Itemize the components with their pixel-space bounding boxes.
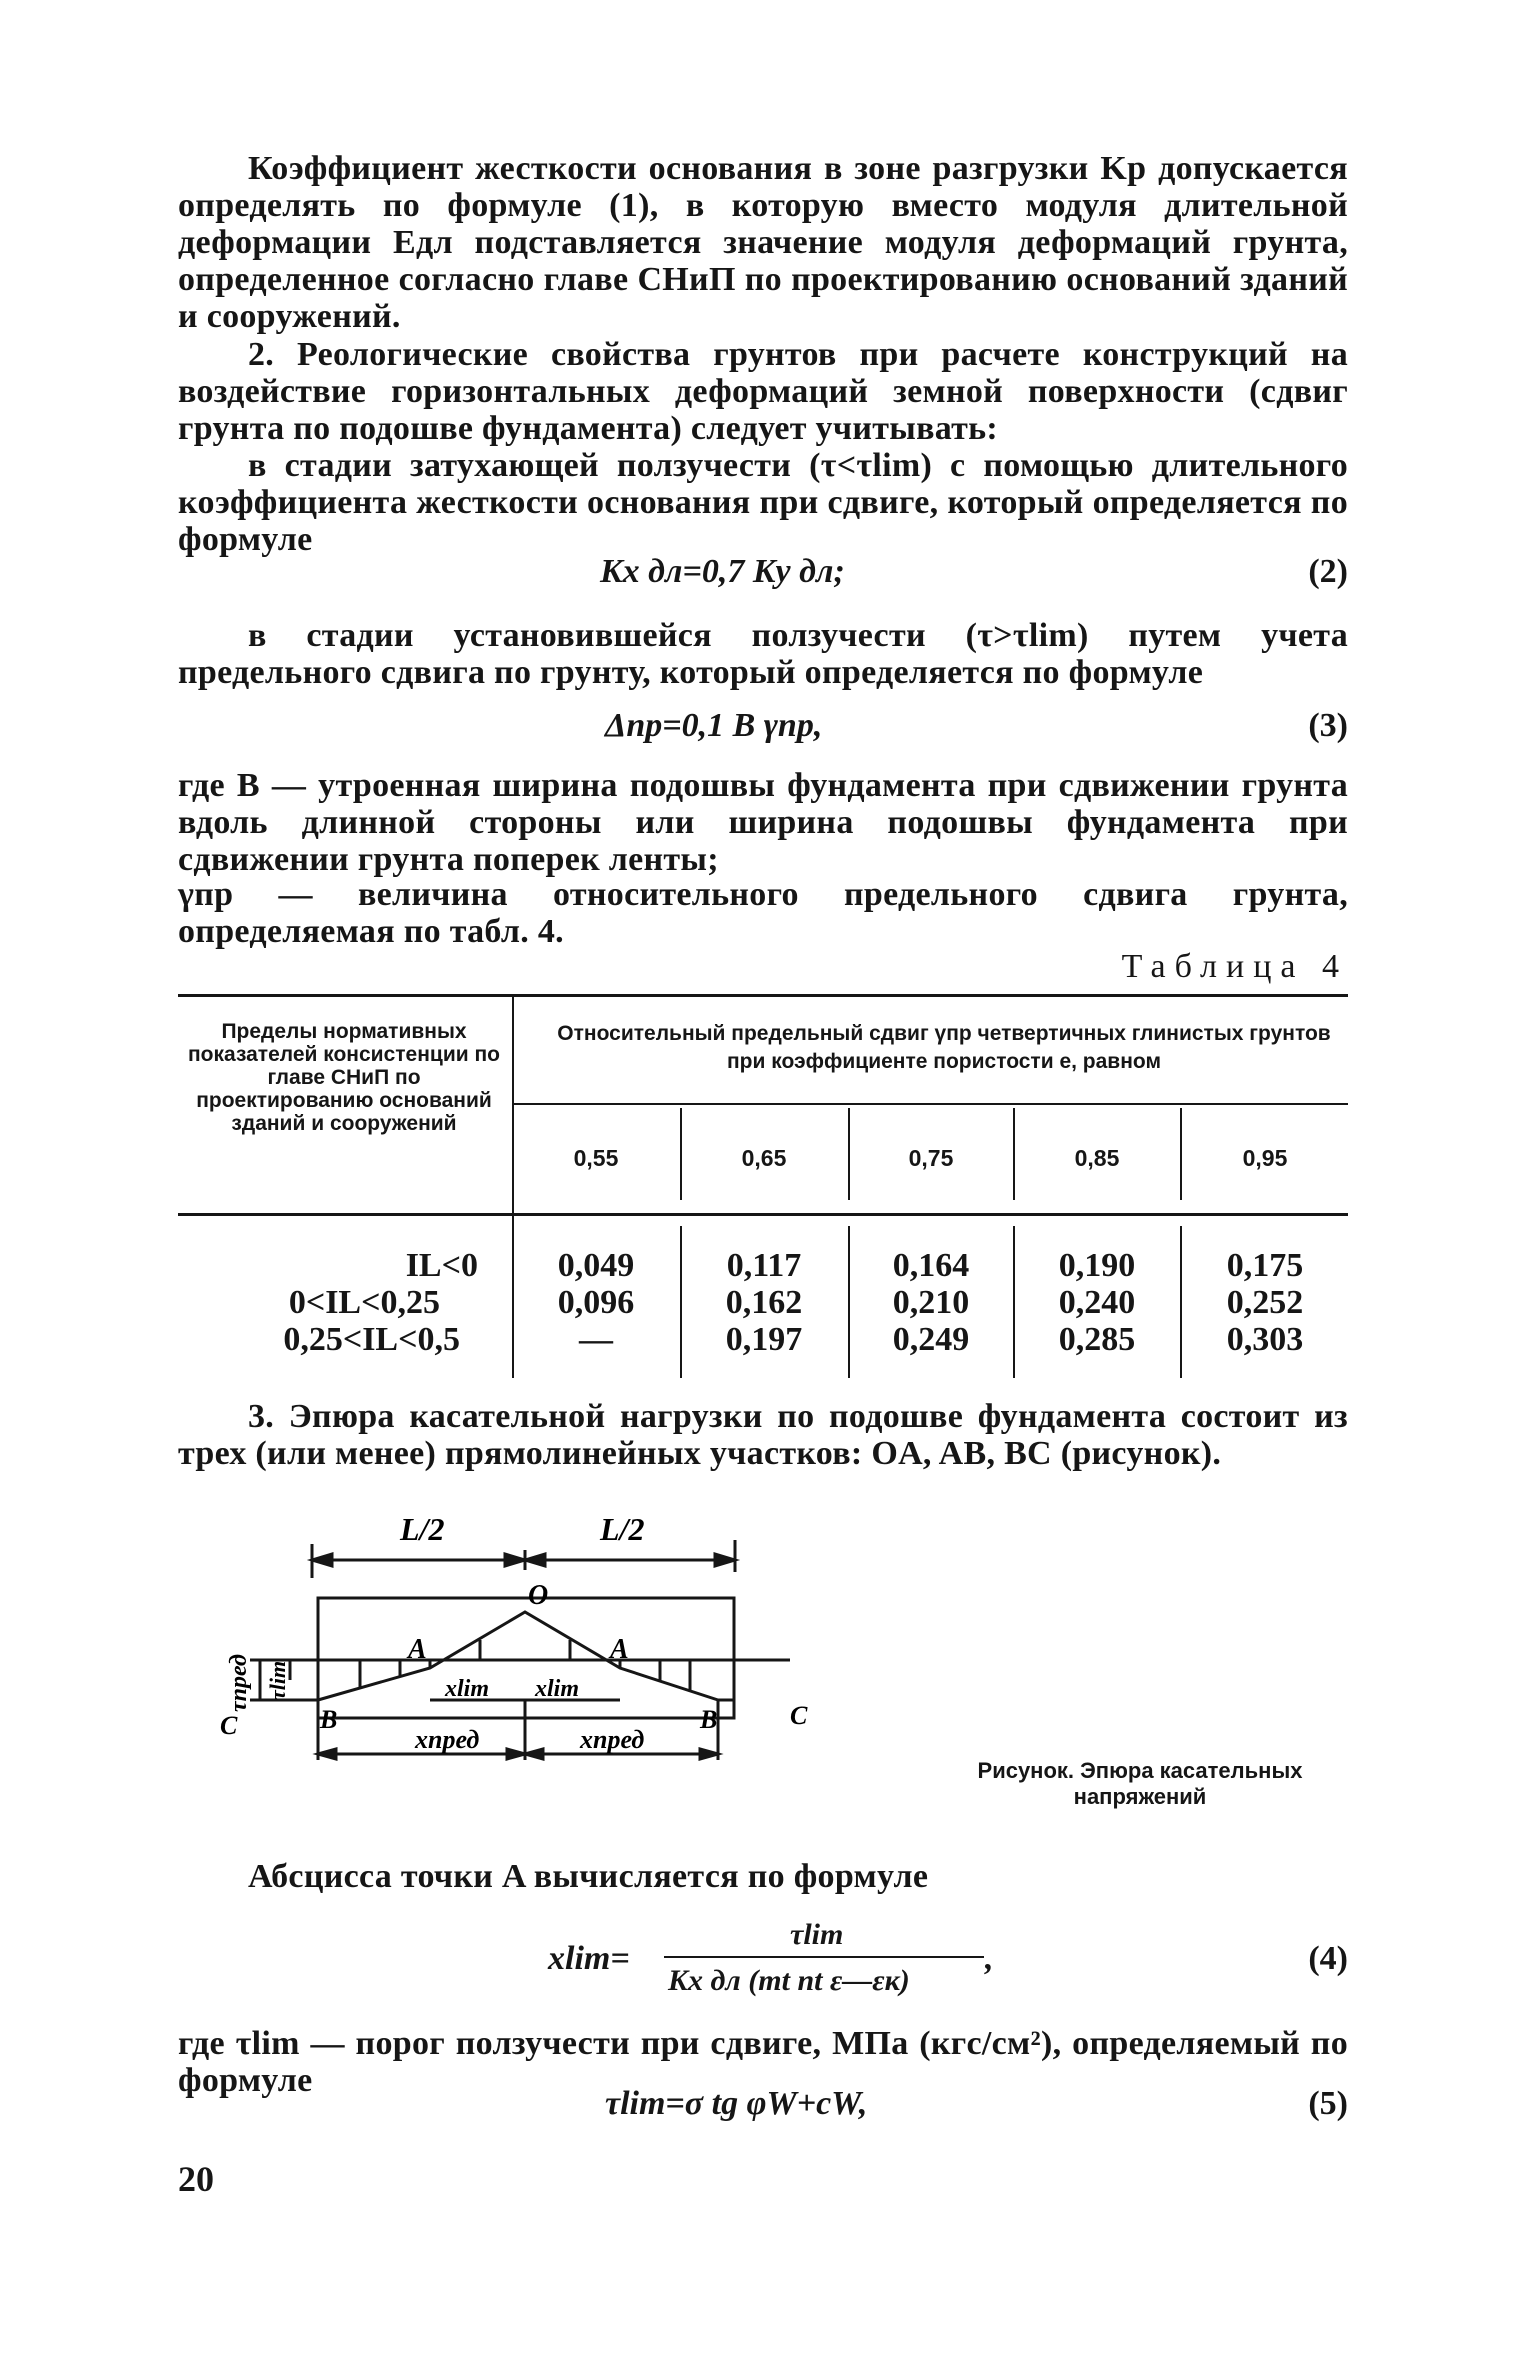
label-point-a-left: A [408,1634,427,1665]
table-cell: 0,162 [725,1284,803,1321]
label-x-pred-left: xпред [415,1725,480,1754]
table-cell: 0,117 [726,1247,802,1284]
formula-4-tail: , [985,1940,994,1977]
table-e-value: 0,65 [741,1145,787,1171]
table-col-divider [1013,1108,1015,1200]
table-col-divider [848,1108,850,1200]
table-cell: 0,303 [1226,1321,1304,1358]
table-cell: 0,285 [1058,1321,1136,1358]
page-number: 20 [178,2159,214,2199]
table-col-divider [1180,1226,1182,1378]
table-cell: 0,240 [1058,1284,1136,1321]
paragraph-definition-b: где B — утроенная ширина подошвы фундамента при сдвижении грунта вдоль длинной стороны или ширина подошвы фундамента при сдвижении грунта поперек ленты; [178,767,1348,878]
table-divider-vertical [512,994,514,1378]
formula-2: Kx дл=0,7 Ky дл; [600,553,845,590]
label-point-c-left: C [220,1711,238,1740]
table-cell: 0,190 [1058,1247,1136,1284]
table-col-divider [848,1226,850,1378]
table-e-value: 0,95 [1242,1145,1288,1171]
table-cell: 0,197 [725,1321,803,1358]
paragraph-rheological-properties: 2. Реологические свойства грунтов при расчете конструкций на воздействие горизонтальных деформаций земной поверхности (сдвиг грунта по подошве фундамента) следует учитывать: [178,336,1348,447]
equation-number-2: (2) [1308,553,1348,590]
label-x-lim-right: xlim [535,1676,580,1702]
formula-4-numerator: τlim [790,1918,844,1951]
paragraph-damped-creep: в стадии затухающей ползучести (τ<τlim) с помощью длительного коэффициента жесткости основания при сдвиге, который определяется по формуле [178,447,1348,558]
table-cell: — [579,1321,613,1358]
paragraph-steady-creep: в стадии установившейся ползучести (τ>τlim) путем учета предельного сдвига по грунту, который определяется по формуле [178,617,1348,691]
table-row-label: 0<IL<0,25 [288,1284,440,1321]
label-x-lim-left: xlim [445,1676,490,1702]
table-col-divider [680,1226,682,1378]
formula-4-denominator: Kx дл (mt nt ε—εк) [668,1964,910,1997]
table-cell: 0,252 [1226,1284,1304,1321]
label-half-length-right: L/2 [600,1511,645,1547]
equation-number-3: (3) [1308,707,1348,744]
label-point-b-left: B [320,1705,338,1734]
paragraph-creep-threshold: где τlim — порог ползучести при сдвиге, МПа (кгс/см²), определяемый по формуле [178,2025,1348,2099]
label-point-a-right: A [610,1634,629,1665]
table-header-shear: Относительный предельный сдвиг γпр четвертичных глинистых грунтов при коэффициенте пористости e, равном [557,1022,1331,1073]
paragraph-definition-gamma: γпр — величина относительного предельного сдвига грунта, определяемая по табл. 4. [178,876,1348,950]
table-row-label: IL<0 [405,1247,478,1284]
formula-3: Δпр=0,1 B γпр, [605,707,823,744]
table-col-divider [1013,1226,1015,1378]
table-e-value: 0,85 [1074,1145,1120,1171]
table-col-divider [680,1108,682,1200]
label-tau-lim: τlim [265,1660,290,1700]
label-half-length-left: L/2 [400,1511,445,1547]
formula-4-fraction-bar [664,1956,984,1958]
table-cell: 0,249 [892,1321,970,1358]
label-x-pred-right: xпред [580,1725,645,1754]
table-cell: 0,164 [892,1247,970,1284]
paragraph-abscissa: Абсцисса точки A вычисляется по формуле [248,1858,929,1895]
label-tau-pred: τпред [226,1654,252,1712]
figure-caption: Рисунок. Эпюра касательных напряжений [977,1758,1303,1809]
table-subheader-rule [514,1103,1348,1105]
formula-5: τlim=σ tg φW+cW, [605,2085,868,2122]
stress-diagram-figure [190,1500,910,1840]
table-cell: 0,210 [892,1284,970,1321]
table-e-value: 0,75 [908,1145,954,1171]
table-header-bottom-rule [178,1213,1348,1216]
table-col-divider [1180,1108,1182,1200]
table-cell: 0,049 [557,1247,635,1284]
table-cell: 0,175 [1226,1247,1304,1284]
equation-number-5: (5) [1308,2085,1348,2122]
table-row-label: 0,25<IL<0,5 [283,1321,460,1358]
table-e-value: 0,55 [573,1145,619,1171]
table-caption: Таблица 4 [1121,948,1348,985]
table-header-consistency: Пределы нормативных показателей консистенции по главе СНиП по проектированию оснований зданий и сооружений [188,1020,500,1135]
label-point-o: O [528,1580,549,1611]
formula-4-lhs: xlim= [548,1940,630,1977]
table-top-rule [178,994,1348,997]
table-cell: 0,096 [557,1284,635,1321]
paragraph-diagram-intro: 3. Эпюра касательной нагрузки по подошве фундамента состоит из трех (или менее) прямолинейных участков: OA, AB, BC (рисунок). [178,1398,1348,1472]
label-point-b-right: B [700,1705,718,1734]
paragraph-stiffness-coefficient: Коэффициент жесткости основания в зоне разгрузки Kр допускается определять по формуле (1), в которую вместо модуля длительной деформации Eдл подставляется значение модуля деформаций грунта, определенное согласно главе СНиП по проектированию оснований зданий и сооружений. [178,150,1348,335]
label-point-c-right: C [790,1701,808,1730]
equation-number-4: (4) [1308,1940,1348,1977]
